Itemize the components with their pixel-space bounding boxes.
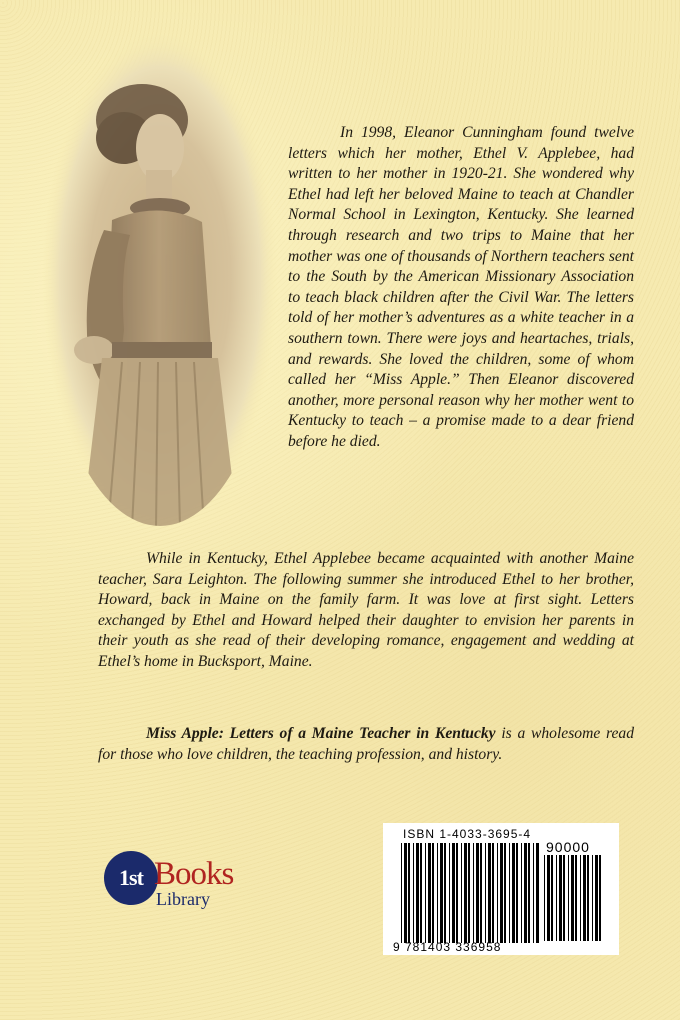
book-title: Miss Apple: Letters of a Maine Teacher in Kentucky [146,725,496,742]
barcode-bar [521,843,522,943]
barcode-bar [432,843,434,943]
logo-word-books: Books [154,856,234,892]
barcode-bar [473,843,474,943]
barcode-bar [401,843,402,943]
barcode-bar [420,843,422,943]
description-paragraph-2: While in Kentucky, Ethel Applebee became acquainted with another Maine teacher, Sara Leighton. The following summer she introduced Ethel to her brother, Howard, back in Maine on the family farm. It was love at first sight. Letters exchanged by Ethel and Howard helped their daughter to envision her parents in their youth as she read of their developing romance, engagement and wedding at Ethel’s home in Bucksport, Maine. [98,550,634,670]
publisher-logo [104,851,254,915]
barcode-bar [408,843,410,943]
barcode-bar [559,855,562,941]
barcode-bar [440,843,443,943]
barcode-bar [452,843,455,943]
barcode-bar [580,855,581,941]
barcode-bar [547,855,550,941]
isbn-label: ISBN 1-4033-3695-4 [403,827,532,841]
vintage-portrait-image [42,30,278,528]
description-paragraph-1: In 1998, Eleanor Cunningham found twelve letters which her mother, Ethel V. Applebee, had written to her mother in 1920-21. She wondered why Ethel had left her beloved Maine to teach at Chandler Normal School in Lexington, Kentucky. She learned through research and two trips to Maine that her mother was one of thousands of Northern teachers sent to the South by the American Missionary Association to teach black children after the Civil War. The letters told of her mother’s adventures as a white teacher in a southern town. There were joys and heartaches, trials, and rewards. She loved the children, some of whom called her “Miss Apple.” Then Eleanor discovered another, more personal reason why her mother went to Kentucky to teach – a promise made to a dear friend before he died. [288,124,634,450]
barcode-bar [575,855,577,941]
barcode-bar [592,855,593,941]
logo-circle [104,851,158,905]
barcode-bar [568,855,569,941]
barcode-bar [563,855,565,941]
barcode-bar [595,855,598,941]
barcode-bar [413,843,414,943]
barcode-bar [500,843,503,943]
barcode-bar [416,843,419,943]
barcode-bar [524,843,527,943]
barcode-bar [456,843,458,943]
barcode-bar [485,843,486,943]
barcode-bar [533,843,534,943]
barcode-bar [404,843,407,943]
barcode-bar [544,855,545,941]
logo-word-library: Library [156,889,210,909]
barcode-panel [383,823,619,955]
barcode-bar [504,843,506,943]
ean-digits: 9 781403 336958 [393,940,502,954]
barcode-bar [488,843,491,943]
barcode-bar [587,855,589,941]
barcode-bar [516,843,518,943]
barcode-bar [556,855,557,941]
barcode-bar [583,855,586,941]
barcode-bar [571,855,574,941]
addon-barcode [544,855,604,941]
barcode-bar [437,843,438,943]
barcode-bar [425,843,426,943]
barcode-bar [536,843,539,943]
barcode-bar [599,855,601,941]
barcode-bar [428,843,431,943]
barcode-bar [528,843,530,943]
barcode-bar [512,843,515,943]
barcode-bar [509,843,510,943]
ean-barcode [401,843,541,943]
barcode-bar [497,843,498,943]
description-paragraph-3 [98,724,634,765]
barcode-bar [444,843,446,943]
barcode-bar [464,843,467,943]
barcode-bar [468,843,470,943]
price-code: 90000 [546,839,590,855]
logo-numeral: 1st [119,865,143,890]
portrait-photo [42,30,278,528]
barcode-bar [449,843,450,943]
barcode-bar [476,843,479,943]
barcode-bar [461,843,462,943]
paragraph-3-text: is a wholesome read for those who love children, the teaching profession, and history. [98,725,634,763]
barcode-bar [492,843,494,943]
barcode-bar [551,855,553,941]
barcode-bar [480,843,482,943]
